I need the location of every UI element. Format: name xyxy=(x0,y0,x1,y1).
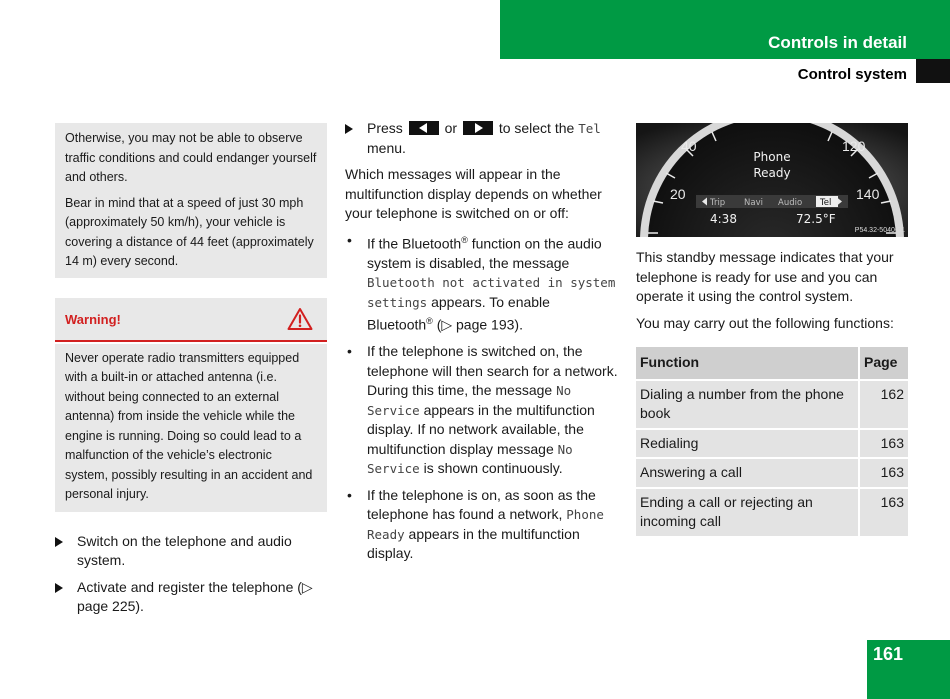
info-paragraph: Bear in mind that at a speed of just 30 mph (approximately 50 km/h), your vehicle is covering a distance of 44 feet (approximately 14 m) every second. xyxy=(65,195,314,268)
speed-label: 40 xyxy=(681,138,697,154)
bullet-dot: • xyxy=(347,231,352,248)
display-menu-item: Navi xyxy=(744,198,763,208)
or-text: or xyxy=(444,120,458,136)
step-text: Switch on the telephone and audio system. xyxy=(77,532,292,568)
info-paragraph: Otherwise, you may not be able to observe traffic conditions and could endanger yourself and others. xyxy=(65,131,317,184)
display-menu-item: Trip xyxy=(710,198,726,208)
select-text: to select the xyxy=(498,120,575,136)
press-step xyxy=(345,119,619,158)
table-header-row xyxy=(636,347,908,380)
bullet-text: function on the audio system is disabled, the message xyxy=(367,235,602,271)
table-row xyxy=(636,458,908,488)
warning-text: Never operate radio transmitters equipped with a built-in or attached antenna (i.e. without being connected to an external antenna) from inside the vehicle while the engine is running. Doing so could lead to a malfunction of the vehicle’s electronic system, possibly resulting in an accident and personal injury. xyxy=(55,344,327,512)
display-message: Bluetooth not activated in system settings xyxy=(367,275,616,310)
instrument-cluster-image xyxy=(636,123,908,237)
info-box xyxy=(55,123,327,278)
table-header-page: Page xyxy=(859,347,908,380)
table-row xyxy=(636,380,908,429)
speed-label: 120 xyxy=(842,138,866,154)
list-item xyxy=(345,486,619,564)
table-header-function: Function xyxy=(636,347,859,380)
page-cell: 163 xyxy=(859,488,908,537)
display-message-line: Phone xyxy=(753,150,791,164)
display-menu-item-selected: Tel xyxy=(820,198,832,208)
list-item xyxy=(345,342,619,479)
registered-mark: ® xyxy=(461,234,468,245)
page-number-tab xyxy=(867,640,950,699)
page-cell: 163 xyxy=(859,429,908,459)
function-table xyxy=(636,347,908,538)
warning-header xyxy=(55,298,327,342)
display-temperature: 72.5°F xyxy=(796,212,836,226)
page-number: 161 xyxy=(873,644,904,664)
bullet-text: If the telephone is switched on, the telephone will then search for a network. During this time, the message xyxy=(367,343,618,399)
display-menu-item: Audio xyxy=(778,198,803,208)
bullet-text: If the Bluetooth xyxy=(367,235,462,252)
function-cell: Answering a call xyxy=(636,458,859,488)
section-title: Controls in detail xyxy=(768,33,907,52)
menu-name: Tel xyxy=(578,121,601,136)
header-marker xyxy=(916,59,950,83)
left-column xyxy=(55,123,327,624)
subsection-title: Control system xyxy=(797,66,907,83)
warning-label: Warning! xyxy=(65,311,121,327)
image-code: P54.32-5040-31 xyxy=(854,227,905,234)
page-cell: 162 xyxy=(859,380,908,429)
display-message: No Service xyxy=(367,441,573,477)
function-cell: Redialing xyxy=(636,429,859,459)
intro-paragraph: Which messages will appear in the multifunction display depends on whether your telephone is switched on or off: xyxy=(345,166,602,221)
bullet-text: (▷ page 193). xyxy=(432,316,523,333)
menu-text: menu. xyxy=(367,139,406,156)
bullet-text: If the telephone is on, as soon as the telephone has found a network, xyxy=(367,486,596,523)
display-message: No Service xyxy=(367,383,572,418)
bullet-text: appears. To enable Bluetooth xyxy=(367,293,550,333)
page-cell: 163 xyxy=(859,458,908,488)
bullet-dot: • xyxy=(347,486,352,503)
step-text: Activate and register the telephone (▷ page 225). xyxy=(77,578,313,614)
left-arrow-key-icon xyxy=(409,121,439,135)
bullet-text: is shown continuously. xyxy=(419,460,563,477)
arrow-bullet-icon xyxy=(55,583,63,593)
bullet-dot: • xyxy=(347,343,352,360)
table-lead: You may carry out the following functions: xyxy=(636,314,894,331)
registered-mark: ® xyxy=(426,316,433,327)
table-row xyxy=(636,488,908,537)
speed-label: 140 xyxy=(856,186,880,202)
table-row xyxy=(636,429,908,459)
function-cell: Ending a call or rejecting an incoming call xyxy=(636,488,859,537)
right-column xyxy=(636,123,908,538)
display-time: 4:38 xyxy=(710,212,737,226)
warning-triangle-icon xyxy=(287,307,313,331)
step-item xyxy=(55,532,327,571)
warning-box xyxy=(55,298,327,512)
speed-label: 20 xyxy=(670,186,686,202)
function-cell: Dialing a number from the phone book xyxy=(636,380,859,429)
display-message: Phone Ready xyxy=(367,507,604,542)
step-item xyxy=(55,578,327,617)
display-message-line: Ready xyxy=(753,166,791,180)
arrow-bullet-icon xyxy=(345,124,353,134)
middle-column xyxy=(345,119,619,571)
arrow-bullet-icon xyxy=(55,537,63,547)
image-caption: This standby message indicates that your telephone is ready for use and you can operate it using the control system. xyxy=(636,249,894,304)
press-text: Press xyxy=(367,120,403,136)
bullet-text: appears in the multifunction display. If no network available, the multifunction display message xyxy=(367,401,595,457)
bullet-text: appears in the multifunction display. xyxy=(367,525,580,562)
right-arrow-key-icon xyxy=(463,121,493,135)
list-item xyxy=(345,231,619,336)
